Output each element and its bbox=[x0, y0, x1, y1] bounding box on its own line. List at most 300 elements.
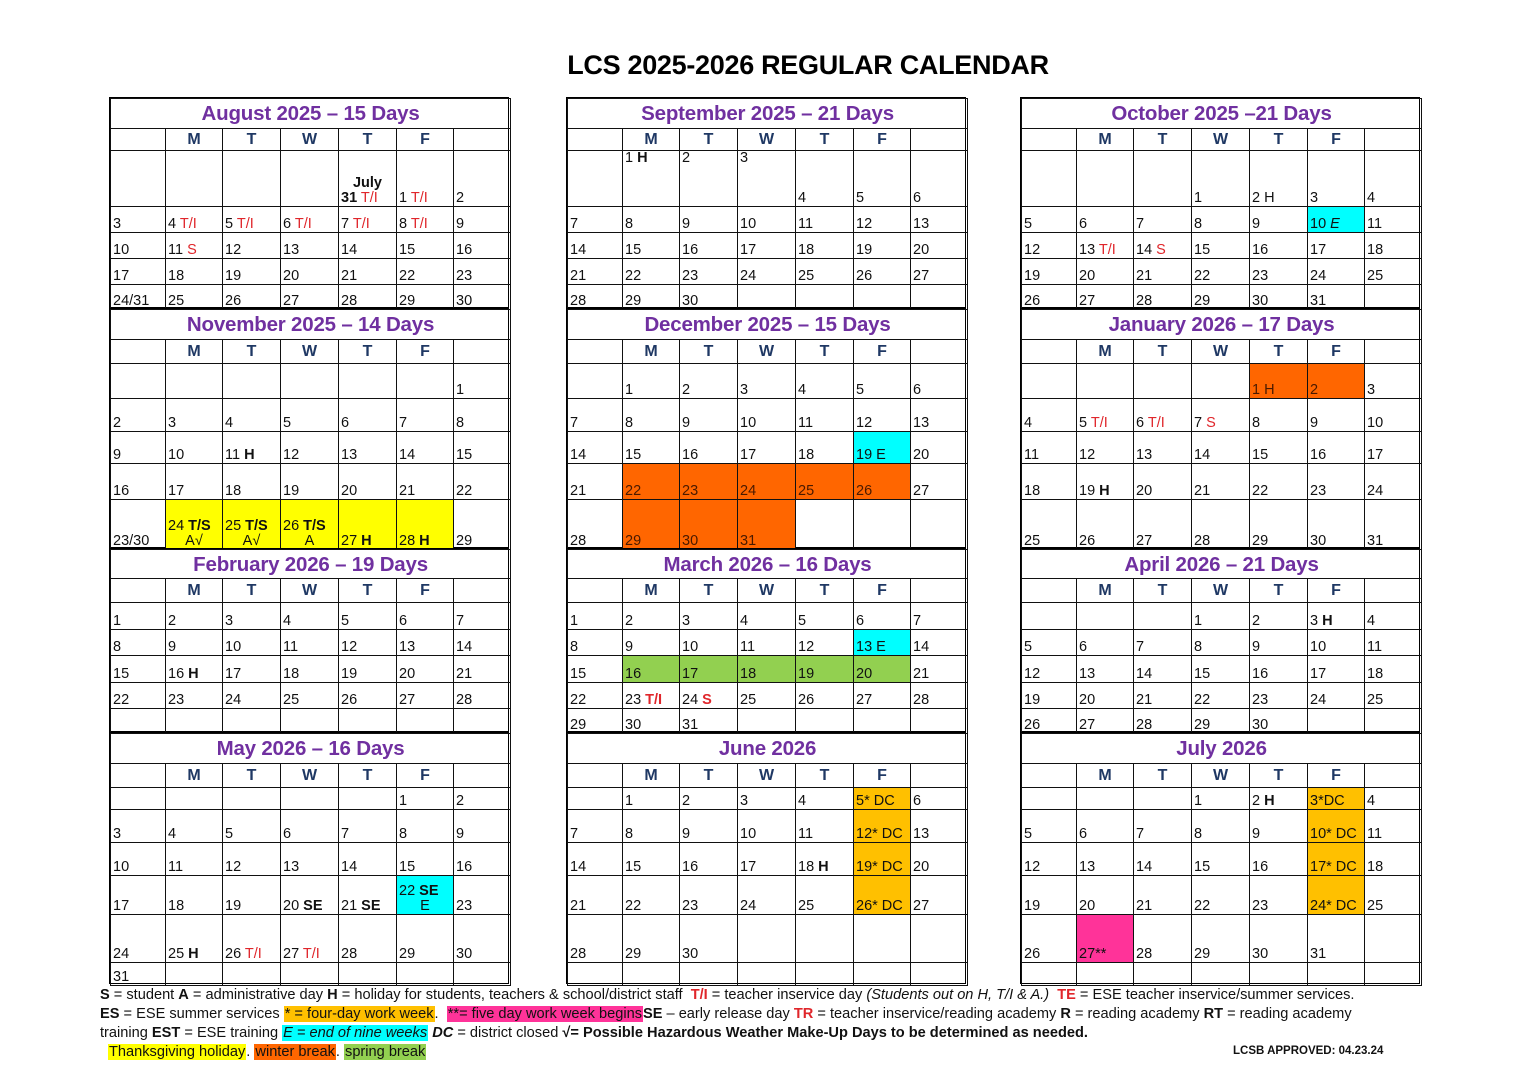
day-number: 28 bbox=[341, 293, 358, 309]
day-cell bbox=[397, 432, 454, 464]
day-cell bbox=[568, 915, 623, 963]
week-row bbox=[1022, 843, 1422, 876]
month-aug bbox=[109, 97, 509, 308]
day-number: 9 bbox=[456, 826, 465, 842]
day-cell bbox=[568, 259, 623, 285]
day-cell bbox=[1077, 683, 1134, 709]
day-cell bbox=[1365, 399, 1422, 432]
day-cell bbox=[854, 630, 911, 656]
day-cell bbox=[1365, 233, 1422, 259]
day-number: 9 bbox=[1252, 639, 1261, 655]
day-number: 26 bbox=[798, 692, 815, 708]
day-cell bbox=[738, 603, 796, 630]
day-cell bbox=[854, 285, 911, 310]
day-number: 11 bbox=[1367, 639, 1383, 655]
day-cell bbox=[1134, 915, 1192, 963]
day-number: 24 bbox=[740, 898, 757, 914]
day-cell bbox=[1308, 915, 1365, 963]
day-cell bbox=[1022, 285, 1077, 310]
day-cell bbox=[1022, 876, 1077, 915]
week-row bbox=[1022, 259, 1422, 285]
day-number: 3 bbox=[1367, 382, 1376, 398]
day-cell bbox=[1134, 876, 1192, 915]
day-cell bbox=[1022, 709, 1077, 734]
day-number: 12 bbox=[1024, 242, 1041, 258]
day-cell bbox=[1308, 630, 1365, 656]
day-cell bbox=[111, 963, 166, 986]
day-cell bbox=[166, 915, 223, 963]
day-cell bbox=[111, 630, 166, 656]
day-cell bbox=[1077, 464, 1134, 500]
day-cell bbox=[1308, 810, 1365, 843]
day-cell bbox=[738, 709, 796, 734]
day-cell bbox=[1365, 876, 1422, 915]
day-cell bbox=[1250, 233, 1308, 259]
day-number: 23 bbox=[1252, 268, 1269, 284]
day-number: 25 bbox=[1367, 692, 1384, 708]
day-number: 13 bbox=[913, 826, 930, 842]
day-cell bbox=[568, 963, 623, 986]
day-cell bbox=[854, 915, 911, 963]
weekday-header: T bbox=[680, 579, 738, 603]
day-cell bbox=[568, 876, 623, 915]
day-cell bbox=[281, 207, 339, 233]
weekday-header: M bbox=[166, 764, 223, 788]
day-cell bbox=[854, 500, 911, 550]
week-row bbox=[568, 207, 968, 233]
day-number: 28 bbox=[1136, 293, 1153, 309]
day-tag: T/S bbox=[188, 518, 211, 534]
day-cell bbox=[1250, 630, 1308, 656]
day-number: 20 bbox=[913, 447, 930, 463]
month-jul bbox=[1020, 732, 1420, 984]
day-cell bbox=[911, 788, 968, 810]
day-number: 12 bbox=[225, 859, 242, 875]
day-cell bbox=[111, 364, 166, 399]
day-number: 6 bbox=[1079, 216, 1088, 232]
day-cell bbox=[623, 500, 680, 550]
day-number: 19 bbox=[856, 447, 873, 463]
day-cell bbox=[568, 630, 623, 656]
day-number: 9 bbox=[168, 639, 177, 655]
day-cell bbox=[623, 810, 680, 843]
day-number: 20 bbox=[1079, 268, 1096, 284]
day-cell bbox=[339, 963, 397, 986]
day-cell bbox=[339, 876, 397, 915]
day-cell bbox=[623, 233, 680, 259]
day-number: 26 bbox=[341, 692, 358, 708]
day-cell bbox=[223, 464, 281, 500]
day-number: 16 bbox=[1252, 242, 1269, 258]
day-cell bbox=[738, 259, 796, 285]
day-cell bbox=[623, 285, 680, 310]
day-number: 1 bbox=[1252, 382, 1261, 398]
day-number: 1 bbox=[1194, 190, 1203, 206]
weekday-header bbox=[111, 579, 166, 603]
day-number: 1 bbox=[570, 613, 579, 629]
day-number: 10 bbox=[682, 639, 699, 655]
weekday-header: T bbox=[1250, 129, 1308, 151]
day-cell bbox=[623, 683, 680, 709]
weekday-header: T bbox=[1250, 579, 1308, 603]
day-number: 13 bbox=[341, 447, 358, 463]
day-cell bbox=[854, 810, 911, 843]
day-cell bbox=[1192, 432, 1250, 464]
day-cell bbox=[223, 151, 281, 207]
day-cell bbox=[1077, 233, 1134, 259]
day-cell bbox=[1250, 963, 1308, 986]
weekday-header: T bbox=[223, 340, 281, 364]
day-number: 18 bbox=[1367, 859, 1384, 875]
day-tag: H bbox=[1322, 613, 1333, 629]
weekday-header: M bbox=[623, 129, 680, 151]
day-number: 5 bbox=[283, 415, 292, 431]
day-cell bbox=[623, 915, 680, 963]
day-cell bbox=[680, 630, 738, 656]
day-cell bbox=[454, 364, 511, 399]
day-cell bbox=[339, 285, 397, 310]
day-cell bbox=[1250, 432, 1308, 464]
day-number: 4 bbox=[1024, 415, 1033, 431]
day-cell bbox=[454, 259, 511, 285]
day-number: 19 bbox=[1024, 268, 1041, 284]
day-cell bbox=[281, 399, 339, 432]
day-cell bbox=[339, 788, 397, 810]
week-row bbox=[111, 656, 511, 683]
week-row bbox=[111, 285, 511, 310]
day-cell bbox=[680, 464, 738, 500]
day-number: 1 bbox=[1194, 613, 1203, 629]
weekday-header: T bbox=[339, 579, 397, 603]
day-cell bbox=[223, 709, 281, 734]
weekday-header: W bbox=[1192, 129, 1250, 151]
day-tag: H bbox=[244, 447, 255, 463]
day-number: 13 bbox=[399, 639, 416, 655]
day-cell bbox=[1077, 843, 1134, 876]
day-number: 24 bbox=[682, 692, 699, 708]
day-number: 24 bbox=[740, 268, 757, 284]
day-cell bbox=[166, 500, 223, 550]
legend-key-ti: T/I bbox=[690, 987, 708, 1003]
day-cell bbox=[854, 233, 911, 259]
day-number: 21 bbox=[456, 666, 473, 682]
day-number: 16 bbox=[682, 447, 699, 463]
day-number: 6 bbox=[399, 613, 408, 629]
legend-thanksgiving: Thanksgiving holiday bbox=[109, 1044, 246, 1060]
day-number: 26 bbox=[1079, 533, 1096, 549]
day-cell bbox=[166, 683, 223, 709]
day-cell bbox=[568, 464, 623, 500]
weekday-header: F bbox=[1308, 340, 1365, 364]
day-number: 14 bbox=[913, 639, 930, 655]
month-title: June 2026 bbox=[568, 734, 968, 764]
day-cell bbox=[111, 915, 166, 963]
day-number: 20 bbox=[399, 666, 416, 682]
day-cell bbox=[796, 500, 854, 550]
day-number: 2 bbox=[456, 190, 465, 206]
day-tag: T/I bbox=[352, 216, 370, 232]
day-cell bbox=[1192, 709, 1250, 734]
day-number: 27 bbox=[283, 946, 300, 962]
day-cell bbox=[1077, 432, 1134, 464]
day-cell bbox=[623, 843, 680, 876]
day-number: 27 bbox=[1079, 717, 1096, 733]
day-number: 1 bbox=[399, 190, 408, 206]
day-number: 17 bbox=[168, 483, 185, 499]
day-tag: H bbox=[818, 859, 829, 875]
day-number: 4 bbox=[798, 382, 807, 398]
day-cell bbox=[397, 207, 454, 233]
day-cell bbox=[1250, 915, 1308, 963]
weekday-header: T bbox=[223, 579, 281, 603]
day-number: 23 bbox=[682, 483, 699, 499]
legend-note: (Students out on H, T/I & A.) bbox=[866, 987, 1050, 1003]
day-number: 17 bbox=[740, 447, 757, 463]
day-number: 27 bbox=[283, 293, 300, 309]
day-number: 20 bbox=[283, 898, 300, 914]
legend-text: = holiday for students, teachers & school/district staff bbox=[337, 987, 691, 1003]
day-number: 29 bbox=[456, 533, 473, 549]
week-row bbox=[568, 709, 968, 734]
day-number: 29 bbox=[1194, 717, 1211, 733]
day-cell bbox=[111, 656, 166, 683]
day-number: 16 bbox=[456, 859, 473, 875]
day-cell bbox=[680, 709, 738, 734]
day-cell bbox=[281, 915, 339, 963]
legend-sep: . bbox=[335, 1044, 345, 1060]
day-cell bbox=[796, 285, 854, 310]
day-number: 9 bbox=[1310, 415, 1319, 431]
day-cell bbox=[680, 259, 738, 285]
day-cell bbox=[1250, 500, 1308, 550]
day-cell bbox=[1022, 963, 1077, 986]
day-number: 23 bbox=[682, 898, 699, 914]
day-cell bbox=[680, 233, 738, 259]
day-number: 2 bbox=[1310, 382, 1319, 398]
day-number: 28 bbox=[913, 692, 930, 708]
day-cell bbox=[339, 432, 397, 464]
weekday-header bbox=[111, 129, 166, 151]
day-cell bbox=[680, 399, 738, 432]
day-number: 4 bbox=[225, 415, 234, 431]
day-number: 10 bbox=[1310, 216, 1327, 232]
day-cell bbox=[1365, 207, 1422, 233]
weekday-header bbox=[454, 340, 511, 364]
weekday-header: M bbox=[166, 340, 223, 364]
day-cell bbox=[111, 233, 166, 259]
day-number: 8 bbox=[1194, 216, 1203, 232]
day-number: 27 bbox=[913, 268, 930, 284]
day-number: 20 bbox=[856, 666, 873, 682]
day-cell bbox=[1077, 285, 1134, 310]
day-number: 2 bbox=[113, 415, 122, 431]
day-number: 23 bbox=[168, 692, 185, 708]
day-number: 4 bbox=[283, 613, 292, 629]
day-number: 3*DC bbox=[1310, 793, 1345, 809]
day-number: 22 bbox=[570, 692, 587, 708]
weekday-header: T bbox=[339, 764, 397, 788]
day-cell bbox=[339, 364, 397, 399]
day-number: 15 bbox=[1194, 242, 1211, 258]
day-number: 25 bbox=[1367, 898, 1384, 914]
month-title: August 2025 – 15 Days bbox=[111, 99, 511, 129]
legend-sep: . bbox=[434, 1006, 447, 1022]
day-number: 13 bbox=[913, 216, 930, 232]
day-cell bbox=[454, 151, 511, 207]
day-cell bbox=[738, 285, 796, 310]
day-number: 1 bbox=[1194, 793, 1203, 809]
month-title: April 2026 – 21 Days bbox=[1022, 550, 1422, 579]
weekday-header: T bbox=[796, 764, 854, 788]
day-cell bbox=[796, 432, 854, 464]
day-number: 7 bbox=[570, 415, 579, 431]
day-cell bbox=[796, 630, 854, 656]
day-cell bbox=[1022, 399, 1077, 432]
day-cell bbox=[454, 464, 511, 500]
day-number: 17 bbox=[740, 859, 757, 875]
day-number: 19 bbox=[283, 483, 300, 499]
day-number: 26 bbox=[225, 946, 242, 962]
week-row bbox=[111, 963, 511, 986]
week-row bbox=[111, 810, 511, 843]
legend-five-day-week: **= five day work week begins bbox=[447, 1006, 642, 1022]
day-number: 7 bbox=[913, 613, 922, 629]
day-cell bbox=[1022, 464, 1077, 500]
day-cell bbox=[1308, 843, 1365, 876]
day-number: 8 bbox=[399, 216, 408, 232]
day-cell bbox=[166, 364, 223, 399]
day-cell bbox=[1365, 259, 1422, 285]
day-number: 18 bbox=[168, 268, 185, 284]
day-cell bbox=[623, 788, 680, 810]
day-cell bbox=[223, 432, 281, 464]
day-number: 2 bbox=[1252, 190, 1261, 206]
week-row bbox=[111, 233, 511, 259]
day-number: 20 bbox=[913, 242, 930, 258]
day-cell bbox=[111, 683, 166, 709]
day-cell bbox=[1365, 364, 1422, 399]
day-number: 20 bbox=[341, 483, 358, 499]
day-number: 13 bbox=[1136, 447, 1153, 463]
day-number: 5 bbox=[225, 826, 234, 842]
day-number: 6 bbox=[913, 793, 922, 809]
day-number: 19 bbox=[225, 268, 242, 284]
weekday-header bbox=[911, 764, 968, 788]
day-cell bbox=[1365, 285, 1422, 310]
day-cell bbox=[854, 464, 911, 500]
day-cell bbox=[1077, 810, 1134, 843]
day-cell bbox=[223, 259, 281, 285]
day-number: 10 bbox=[113, 242, 130, 258]
day-cell bbox=[911, 151, 968, 207]
legend-text: = teacher inservice day bbox=[707, 987, 867, 1003]
week-row bbox=[111, 399, 511, 432]
day-number: 15 bbox=[399, 859, 416, 875]
day-cell bbox=[1250, 788, 1308, 810]
weekday-header bbox=[568, 129, 623, 151]
day-number: 30 bbox=[682, 533, 699, 549]
day-cell bbox=[397, 656, 454, 683]
day-number: 13 bbox=[283, 859, 300, 875]
day-number: 24 bbox=[1310, 268, 1327, 284]
day-cell bbox=[111, 151, 166, 207]
day-number: 9 bbox=[456, 216, 465, 232]
day-number: 24 bbox=[113, 946, 130, 962]
day-number: 29 bbox=[399, 293, 416, 309]
day-number: 22 bbox=[625, 483, 642, 499]
day-number: 18 bbox=[283, 666, 300, 682]
day-cell bbox=[339, 683, 397, 709]
day-number: 28 bbox=[1136, 717, 1153, 733]
day-cell bbox=[680, 603, 738, 630]
weekday-header bbox=[1365, 579, 1422, 603]
day-number: 23 bbox=[682, 268, 699, 284]
day-cell bbox=[339, 603, 397, 630]
day-number: 30 bbox=[625, 717, 642, 733]
month-sep bbox=[566, 97, 966, 308]
day-cell bbox=[454, 630, 511, 656]
legend-key-tr: TR bbox=[793, 1006, 814, 1022]
weekday-header: W bbox=[738, 579, 796, 603]
day-cell bbox=[738, 876, 796, 915]
weekday-header: F bbox=[854, 764, 911, 788]
day-cell bbox=[1308, 207, 1365, 233]
day-cell bbox=[223, 364, 281, 399]
day-cell bbox=[796, 364, 854, 399]
day-number: 27 bbox=[341, 533, 358, 549]
day-cell bbox=[166, 656, 223, 683]
month-dec bbox=[566, 308, 966, 548]
day-cell bbox=[1192, 603, 1250, 630]
weekday-header: T bbox=[1134, 579, 1192, 603]
day-cell bbox=[454, 233, 511, 259]
day-cell bbox=[397, 788, 454, 810]
day-cell bbox=[339, 915, 397, 963]
day-tag: T/I bbox=[179, 216, 197, 232]
day-number: 16 bbox=[113, 483, 130, 499]
week-row bbox=[568, 788, 968, 810]
day-cell bbox=[1192, 810, 1250, 843]
day-number: 21 bbox=[341, 898, 358, 914]
day-tag: E bbox=[876, 447, 886, 463]
day-number: 12 bbox=[1024, 859, 1041, 875]
day-cell bbox=[854, 432, 911, 464]
weekday-header: F bbox=[397, 579, 454, 603]
weekday-header: T bbox=[1250, 764, 1308, 788]
day-subtag: A√ bbox=[185, 533, 203, 549]
day-number: 17 bbox=[225, 666, 242, 682]
weekday-header: T bbox=[223, 129, 281, 151]
day-cell bbox=[166, 151, 223, 207]
day-number: 17 bbox=[113, 268, 130, 284]
day-number: 23/30 bbox=[113, 533, 150, 549]
day-number: 28 bbox=[570, 293, 587, 309]
weekday-header: F bbox=[854, 340, 911, 364]
day-number: 4 bbox=[168, 216, 177, 232]
weekday-header bbox=[1365, 340, 1422, 364]
day-cell bbox=[1022, 432, 1077, 464]
day-cell bbox=[281, 432, 339, 464]
day-cell bbox=[911, 207, 968, 233]
day-cell bbox=[281, 843, 339, 876]
day-number: 16 bbox=[682, 242, 699, 258]
day-tag: T/I bbox=[1147, 415, 1165, 431]
day-cell bbox=[738, 432, 796, 464]
day-number: 7 bbox=[1194, 415, 1203, 431]
day-number: 11 bbox=[225, 447, 241, 463]
day-cell bbox=[223, 399, 281, 432]
day-number: 27** bbox=[1079, 946, 1107, 962]
